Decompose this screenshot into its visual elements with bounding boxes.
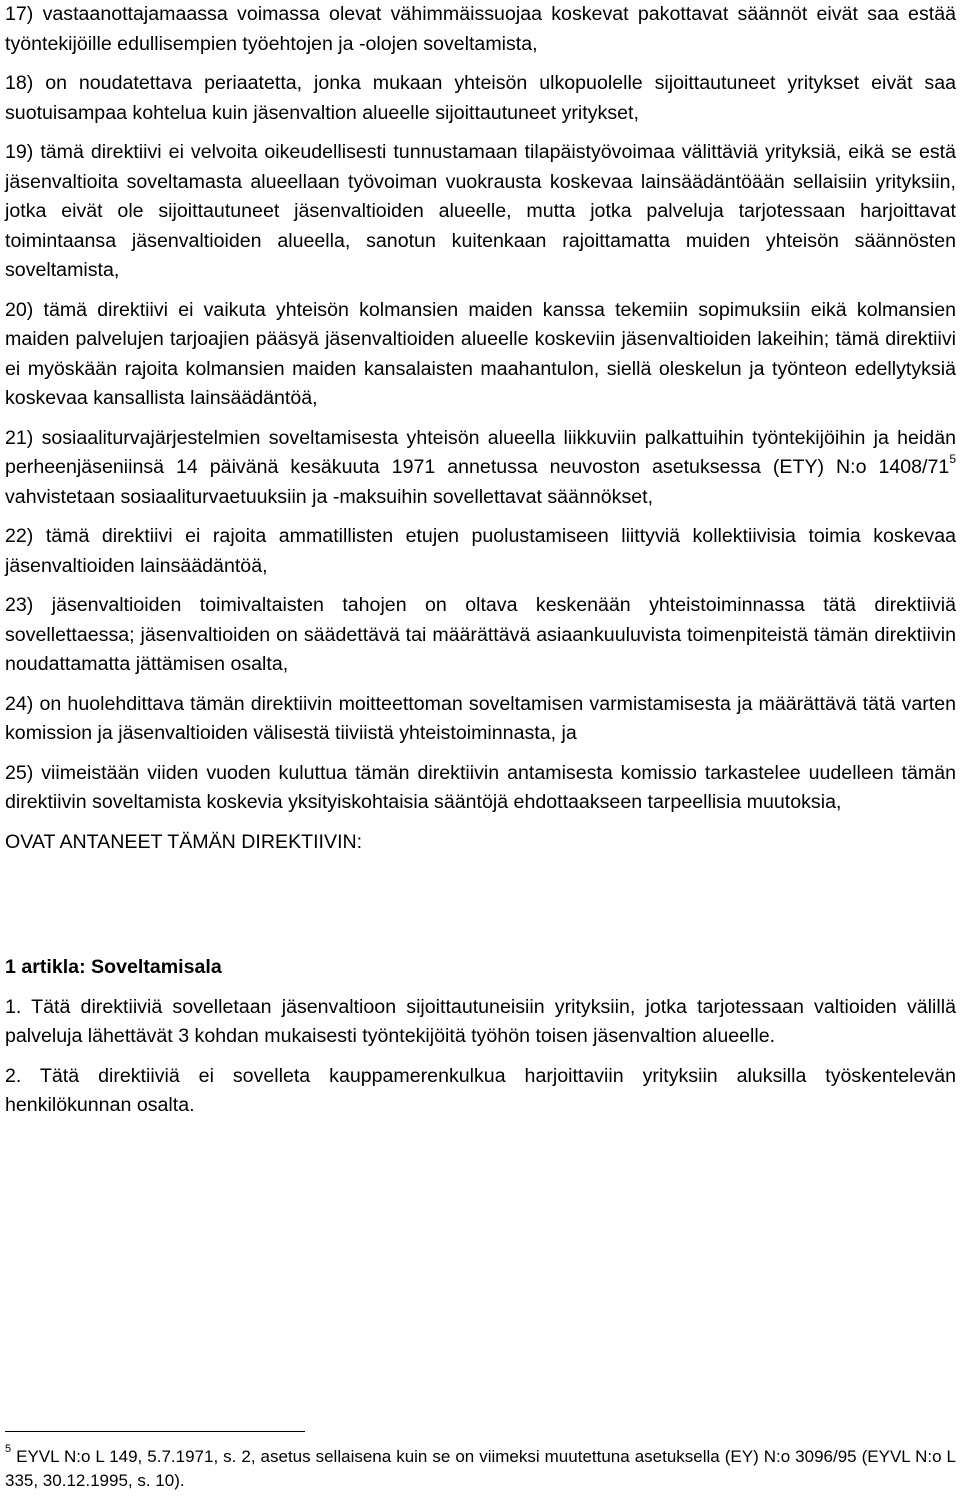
recital-text: 19) tämä direktiivi ei velvoita oikeudellisesti tunnustamaan tilapäistyövoimaa välittäviä yrityksiä, eikä se estä jäsenvaltioita soveltamasta alueellaan työvoiman vuokrausta koskevaa lainsäädäntöään sellaisiin yrityksiin, jotka eivät ole sijoittautuneet jäsenvaltioiden alueelle, mutta jotka palveluja tarjotessaan harjoittavat toimintaansa jäsenvaltioiden alueella, sanotun kuitenkaan rajoittamatta muiden yhteisön säännösten soveltamista, bbox=[5, 141, 956, 281]
recital-18 bbox=[5, 69, 956, 128]
recital-20 bbox=[5, 296, 956, 414]
recital-17 bbox=[5, 0, 956, 59]
recital-text: 24) on huolehdittava tämän direktiivin moitteettoman soveltamisen varmistamisesta ja määrättävä tätä varten komission ja jäsenvaltioiden välisestä tiiviistä yhteistoiminnasta, ja bbox=[5, 692, 956, 744]
article-paragraph-1: 1. Tätä direktiiviä sovelletaan jäsenvaltioon sijoittautuneisiin yrityksiin, jotka tarjotessaan valtioiden välillä palveluja lähettävät 3 kohdan mukaisesti työntekijöitä työhön toisen jäsenvaltion alueelle. bbox=[5, 995, 956, 1047]
article-heading: 1 artikla: Soveltamisala bbox=[5, 956, 222, 978]
recital-text: 25) viimeistään viiden vuoden kuluttua tämän direktiivin antamisesta komissio tarkastelee uudelleen tämän direktiivin soveltamista koskevia yksityiskohtaisia sääntöjä ehdottaakseen tarpeellisia muutoksia, bbox=[5, 761, 956, 813]
footnote-text: EYVL N:o L 149, 5.7.1971, s. 2, asetus sellaisena kuin se on viimeksi muutettuna asetuksella (EY) N:o 3096/95 (EYVL N:o L 335, 30.12.1995, s. 10). bbox=[5, 1447, 956, 1490]
footnote-separator bbox=[5, 1431, 305, 1432]
footnote-number: 5 bbox=[5, 1443, 12, 1456]
recital-21 bbox=[5, 424, 956, 513]
recital-text: 23) jäsenvaltioiden toimivaltaisten tahojen on oltava keskenään yhteistoiminnassa tätä direktiiviä sovellettaessa; jäsenvaltioiden on säädettävä tai määrättävä asiaankuuluvista toimenpiteistä tämän direktiivin noudattamatta jättämisen osalta, bbox=[5, 594, 956, 675]
document-page bbox=[5, 0, 956, 1121]
recital-text-before: 21) sosiaaliturvajärjestelmien soveltamisesta yhteisön alueella liikkuviin palkattuihin työntekijöihin ja heidän perheenjäseniinsä 14 päivänä kesäkuuta 1971 annetussa neuvoston asetuksessa (ETY) N:o 1408/71 bbox=[5, 426, 956, 478]
recital-text: 22) tämä direktiivi ei rajoita ammatillisten etujen puolustamiseen liittyviä kollektiivisia toimia koskevaa jäsenvaltioiden lainsäädäntöä, bbox=[5, 525, 956, 577]
enacting-formula: OVAT ANTANEET TÄMÄN DIREKTIIVIN: bbox=[5, 830, 363, 853]
footnote-reference[interactable]: 5 bbox=[949, 452, 956, 467]
recital-text: 17) vastaanottajamaassa voimassa olevat vähimmäissuojaa koskevat pakottavat säännöt eivät saa estää työntekijöille edullisempien työehtojen ja -olojen soveltamista, bbox=[5, 3, 956, 55]
recital-19 bbox=[5, 138, 956, 286]
recital-22 bbox=[5, 522, 956, 581]
recital-25 bbox=[5, 759, 956, 818]
article-paragraph-2: 2. Tätä direktiiviä ei sovelleta kauppamerenkulkua harjoittaviin yrityksiin aluksilla työskentelevän henkilökunnan osalta. bbox=[5, 1064, 956, 1116]
recital-text: 18) on noudatettava periaatetta, jonka mukaan yhteisön ulkopuolelle sijoittautuneet yritykset eivät saa suotuisampaa kohtelua kuin jäsenvaltion alueelle sijoittautuneet yritykset, bbox=[5, 72, 956, 124]
footnote bbox=[5, 1445, 956, 1493]
recital-24 bbox=[5, 690, 956, 749]
recital-23 bbox=[5, 591, 956, 680]
recital-text-after: vahvistetaan sosiaaliturvaetuuksiin ja -maksuihin sovellettavat säännökset, bbox=[5, 485, 654, 508]
recital-text: 20) tämä direktiivi ei vaikuta yhteisön kolmansien maiden kanssa tekemiin sopimuksiin eikä kolmansien maiden palvelujen tarjoajien pääsyä jäsenvaltioiden alueelle koskeviin jäsenvaltioiden lakeihin; tämä direktiivi ei myöskään rajoita kolmansien maiden kansalaisten maahantulon, siellä oleskelun ja työnteon edellytyksiä koskevaa kansallista lainsäädäntöä, bbox=[5, 298, 956, 409]
